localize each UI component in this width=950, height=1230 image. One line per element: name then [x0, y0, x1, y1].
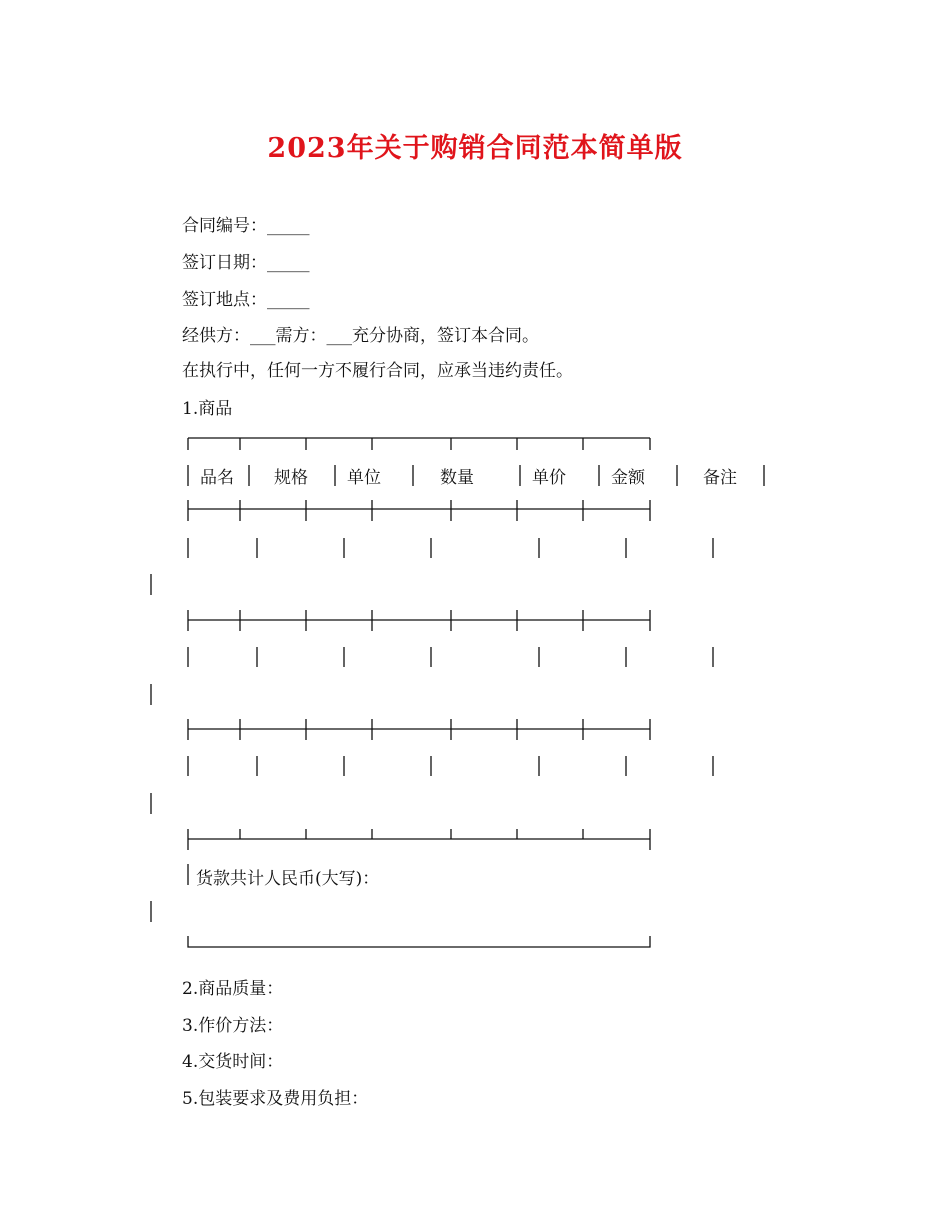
table-header-unit: 单位	[347, 468, 381, 488]
intro-liability: 在执行中，任何一方不履行合同，应承当违约责任。	[182, 361, 573, 381]
contract-number-field: 合同编号：_____	[182, 216, 310, 236]
table-header-unit-price: 单价	[532, 468, 566, 488]
table-header-remarks: 备注	[703, 468, 737, 488]
section-heading-pricing: 3.作价方法：	[182, 1016, 284, 1036]
document-title: 2023年关于购销合同范本简单版	[267, 133, 683, 164]
section-heading-delivery: 4.交货时间：	[182, 1052, 284, 1072]
table-header-spec: 规格	[274, 468, 308, 488]
sign-date-field: 签订日期：_____	[182, 253, 310, 273]
table-total-label: 货款共计人民币(大写)：	[196, 869, 380, 889]
table-header-name: 品名	[200, 468, 234, 488]
sign-place-field: 签订地点：_____	[182, 290, 310, 310]
table-header-amount: 金额	[611, 468, 645, 488]
section-heading-packaging: 5.包装要求及费用负担：	[182, 1089, 369, 1109]
section-heading-quality: 2.商品质量：	[182, 979, 284, 999]
table-header-quantity: 数量	[440, 468, 474, 488]
section-heading-goods: 1.商品	[182, 399, 233, 419]
intro-parties: 经供方：___需方：___充分协商，签订本合同。	[182, 326, 539, 346]
